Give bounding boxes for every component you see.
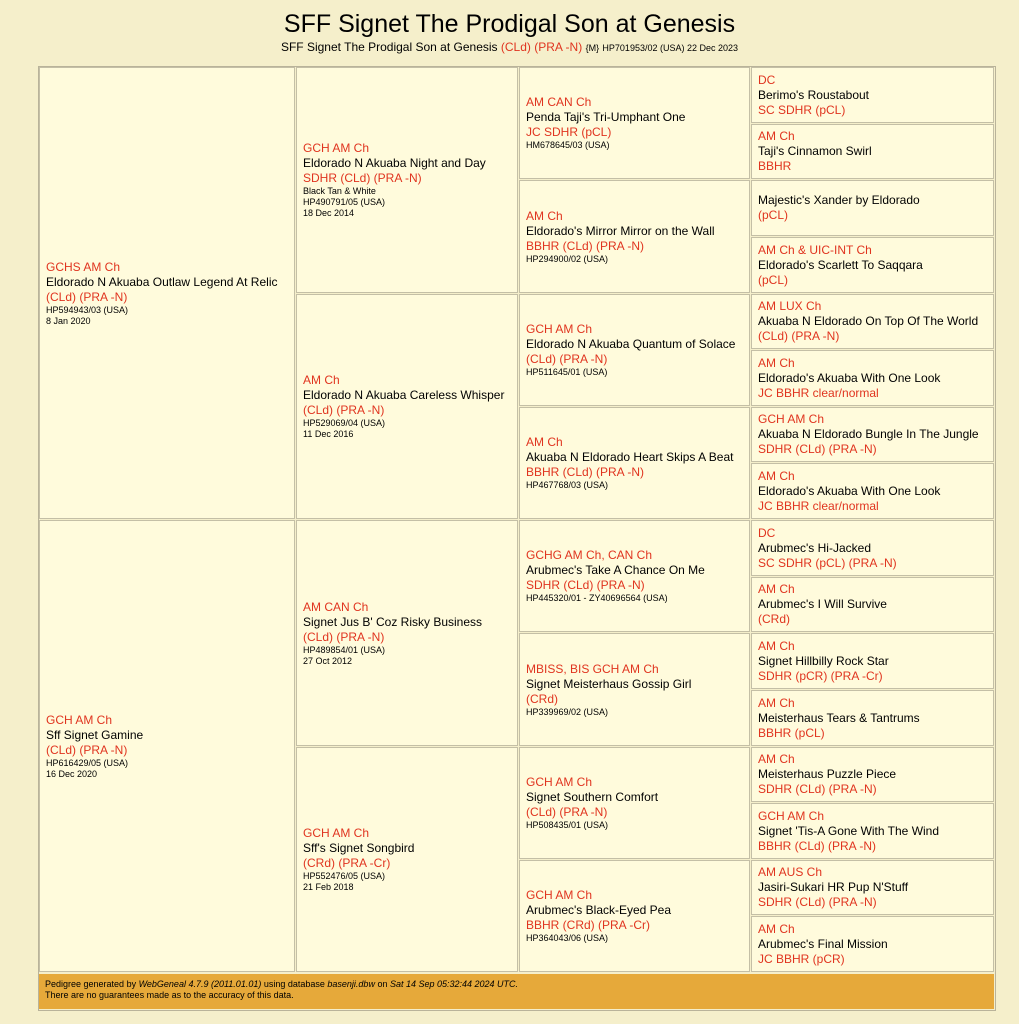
dog-name: Meisterhaus Tears & Tantrums [758, 710, 920, 725]
dog-health: SDHR (pCR) (PRA -Cr) [758, 668, 883, 683]
dog-health: (CLd) (PRA -N) [46, 742, 128, 757]
dog-detail: HP552476/05 (USA) [303, 871, 386, 881]
dog-health: JC BBHR clear/normal [758, 385, 879, 400]
dog-health: (CLd) (PRA -N) [526, 352, 608, 366]
dog-detail: 18 Dec 2014 [303, 208, 355, 218]
dog-detail: HP445320/01 - ZY40696564 (USA) [526, 593, 668, 603]
pedigree-cell-gen3 [519, 180, 750, 293]
dog-name: Signet Southern Comfort [526, 790, 659, 804]
dog-health: SDHR (CLd) (PRA -N) [303, 171, 422, 185]
dog-titles: AM Ch [758, 468, 795, 483]
dog-name: Sff's Signet Songbird [303, 841, 415, 855]
dog-name: Eldorado's Akuaba With One Look [758, 370, 941, 385]
pedigree-cell-gen4 [751, 237, 994, 293]
dog-health: (CRd) [526, 691, 558, 706]
pedigree-cell-gen4 [751, 690, 994, 746]
dog-titles: AM Ch [526, 435, 563, 449]
dog-name: Akuaba N Eldorado Bungle In The Jungle [758, 427, 979, 441]
dog-name: Eldorado's Mirror Mirror on the Wall [526, 223, 715, 238]
subtitle-health: (CLd) (PRA -N) [500, 40, 583, 54]
pedigree-cell-gen2 [296, 294, 518, 519]
dog-health: (CLd) (PRA -N) [758, 329, 840, 343]
dog-titles: AM Ch [758, 921, 795, 936]
dog-titles: GCH AM Ch [526, 888, 593, 902]
dog-titles: DC [758, 72, 776, 87]
dog-titles: AM Ch & UIC-INT Ch [758, 242, 872, 257]
pedigree-cell-gen4 [751, 520, 994, 576]
dog-health: BBHR (pCL) [758, 725, 825, 740]
dog-detail: HP529069/04 (USA) [303, 418, 386, 428]
dog-titles: AM Ch [758, 355, 795, 370]
pedigree-cell-gen1 [39, 520, 295, 972]
pedigree-cell-gen4 [751, 633, 994, 689]
dog-health: SDHR (CLd) (PRA -N) [526, 578, 645, 592]
dog-name: Arubmec's Black-Eyed Pea [526, 903, 672, 917]
dog-name: Eldorado N Akuaba Careless Whisper [303, 388, 505, 402]
dog-titles: AM Ch [303, 373, 340, 387]
pedigree-cell-gen3 [519, 67, 750, 179]
subtitle-registration: HP701953/02 (USA) 22 Dec 2023 [602, 43, 739, 53]
dog-health: (CRd) [758, 612, 790, 626]
pedigree-cell-gen4 [751, 67, 994, 123]
dog-titles: AM LUX Ch [758, 299, 822, 313]
pedigree-cell-gen4 [751, 803, 994, 859]
dog-name: Meisterhaus Puzzle Piece [758, 767, 897, 781]
footer-prefix: Pedigree generated by [45, 979, 139, 989]
dog-name: Arubmec's I Will Survive [758, 597, 887, 611]
pedigree-cell-gen3 [519, 747, 750, 859]
pedigree-cell-gen1 [39, 67, 295, 519]
pedigree-cell-gen4 [751, 350, 994, 406]
page-title: SFF Signet The Prodigal Son at Genesis [283, 10, 736, 38]
dog-titles: AM Ch [758, 638, 795, 653]
pedigree-cell-gen4 [751, 407, 994, 462]
dog-health: BBHR (CLd) (PRA -N) [758, 838, 877, 853]
dog-health: SDHR (CLd) (PRA -N) [758, 442, 877, 456]
dog-health: (pCL) [758, 272, 789, 287]
dog-name: Arubmec's Hi-Jacked [758, 540, 871, 555]
dog-detail: 16 Dec 2020 [46, 768, 98, 779]
dog-health: SC SDHR (pCL) [758, 102, 846, 117]
dog-detail: HP490791/05 (USA) [303, 197, 386, 207]
pedigree-cell-gen3 [519, 860, 750, 972]
dog-health: (CLd) (PRA -N) [303, 403, 385, 417]
dog-health: SDHR (CLd) (PRA -N) [758, 895, 877, 909]
pedigree-cell-gen3 [519, 520, 750, 632]
dog-name: Akuaba N Eldorado On Top Of The World [758, 314, 979, 328]
pedigree-cell-gen2 [296, 67, 518, 293]
dog-health: JC SDHR (pCL) [526, 125, 612, 139]
dog-titles: GCHS AM Ch [46, 259, 121, 274]
dog-name: Eldorado's Akuaba With One Look [758, 483, 941, 498]
dog-health: (CLd) (PRA -N) [303, 629, 385, 644]
dog-name: Taji's Cinnamon Swirl [758, 144, 872, 158]
dog-health: (pCL) [758, 208, 789, 222]
page-subtitle [0, 40, 1019, 55]
dog-titles: AM AUS Ch [758, 865, 823, 879]
pedigree-cell-gen4 [751, 463, 994, 519]
dog-detail: 11 Dec 2016 [303, 429, 354, 439]
dog-titles: AM Ch [758, 582, 795, 596]
dog-health: BBHR [758, 159, 792, 173]
dog-detail: 21 Feb 2018 [303, 882, 354, 892]
subtitle-sex: {M} [585, 43, 600, 53]
dog-detail: 27 Oct 2012 [303, 655, 353, 666]
pedigree-cell-gen4 [751, 747, 994, 802]
pedigree-cell-gen4 [751, 860, 994, 915]
pedigree-cell-gen2 [296, 747, 518, 972]
dog-name: Signet 'Tis-A Gone With The Wind [758, 823, 940, 838]
dog-titles: AM Ch [758, 752, 795, 766]
dog-titles: AM CAN Ch [526, 95, 592, 109]
dog-name: Eldorado N Akuaba Night and Day [303, 156, 486, 170]
dog-health: SDHR (CLd) (PRA -N) [758, 782, 877, 796]
dog-health: BBHR (CRd) (PRA -Cr) [526, 918, 651, 932]
dog-detail: HP467768/03 (USA) [526, 480, 609, 490]
footer-note [39, 974, 994, 1009]
dog-name: Signet Jus B' Coz Risky Business [303, 614, 483, 629]
footer-middle: using database [261, 979, 328, 989]
dog-name: Signet Hillbilly Rock Star [758, 653, 889, 668]
dog-titles: GCH AM Ch [526, 322, 593, 336]
dog-titles: AM CAN Ch [303, 599, 369, 614]
dog-name: Arubmec's Final Mission [758, 936, 888, 951]
footer-date: Sat 14 Sep 05:32:44 2024 UTC. [389, 979, 519, 989]
pedigree-cell-gen4 [751, 124, 994, 179]
footer-on: on [374, 979, 390, 989]
dog-detail: 8 Jan 2020 [46, 315, 91, 326]
pedigree-cell-gen4 [751, 180, 994, 236]
dog-titles: DC [758, 525, 776, 540]
dog-name: Akuaba N Eldorado Heart Skips A Beat [526, 450, 734, 464]
dog-titles: MBISS, BIS GCH AM Ch [526, 661, 659, 676]
subtitle-dog-name: SFF Signet The Prodigal Son at Genesis [280, 40, 498, 54]
dog-health: BBHR (CLd) (PRA -N) [526, 238, 645, 253]
dog-titles: GCHG AM Ch, CAN Ch [526, 548, 653, 562]
dog-titles: GCH AM Ch [303, 826, 370, 840]
dog-detail: Black Tan & White [303, 186, 376, 196]
dog-health: BBHR (CLd) (PRA -N) [526, 465, 645, 479]
pedigree-cell-gen3 [519, 407, 750, 519]
dog-detail: HP294900/02 (USA) [526, 253, 609, 264]
pedigree-cell-gen2 [296, 520, 518, 746]
footer-software: WebGeneal 4.7.9 (2011.01.01) [138, 979, 262, 989]
pedigree-cell-gen4 [751, 916, 994, 972]
dog-titles: AM Ch [758, 129, 795, 143]
pedigree-cell-gen3 [519, 294, 750, 406]
dog-name: Penda Taji's Tri-Umphant One [526, 110, 686, 124]
dog-name: Majestic's Xander by Eldorado [758, 193, 920, 207]
dog-health: (CRd) (PRA -Cr) [303, 856, 391, 870]
dog-health: (CLd) (PRA -N) [46, 289, 128, 304]
dog-name: Signet Meisterhaus Gossip Girl [526, 676, 692, 691]
dog-name: Eldorado's Scarlett To Saqqara [758, 257, 923, 272]
dog-name: Jasiri-Sukari HR Pup N'Stuff [758, 880, 909, 894]
dog-health: JC BBHR clear/normal [758, 498, 879, 513]
dog-titles: GCH AM Ch [758, 412, 825, 426]
dog-titles: AM Ch [526, 208, 563, 223]
dog-name: Eldorado N Akuaba Quantum of Solace [526, 337, 736, 351]
dog-detail: HP364043/06 (USA) [526, 933, 609, 943]
dog-titles: GCH AM Ch [526, 775, 593, 789]
dog-health: JC BBHR (pCR) [758, 951, 845, 966]
dog-titles: AM Ch [758, 695, 795, 710]
dog-detail: HP339969/02 (USA) [526, 706, 609, 717]
dog-health: SC SDHR (pCL) (PRA -N) [758, 555, 897, 570]
pedigree-cell-gen4 [751, 577, 994, 632]
dog-health: (CLd) (PRA -N) [526, 805, 608, 819]
dog-name: Sff Signet Gamine [46, 727, 144, 742]
dog-titles: GCH AM Ch [46, 712, 113, 727]
dog-titles: GCH AM Ch [303, 141, 370, 155]
dog-name: Arubmec's Take A Chance On Me [526, 563, 705, 577]
dog-titles: GCH AM Ch [758, 808, 825, 823]
dog-name: Berimo's Roustabout [758, 87, 870, 102]
pedigree-cell-gen3 [519, 633, 750, 746]
dog-name: Eldorado N Akuaba Outlaw Legend At Relic [46, 274, 278, 289]
footer-disclaimer: There are no guarantees made as to the accuracy of this data. [45, 990, 294, 1000]
dog-detail: HP594943/03 (USA) [46, 304, 129, 315]
dog-detail: HP508435/01 (USA) [526, 820, 609, 830]
pedigree-cell-gen4 [751, 294, 994, 349]
dog-detail: HP616429/05 (USA) [46, 757, 129, 768]
dog-detail: HP489854/01 (USA) [303, 644, 386, 655]
footer-database: basenji.dbw [327, 979, 375, 989]
dog-detail: HM678645/03 (USA) [526, 140, 610, 150]
dog-detail: HP511645/01 (USA) [526, 367, 608, 377]
